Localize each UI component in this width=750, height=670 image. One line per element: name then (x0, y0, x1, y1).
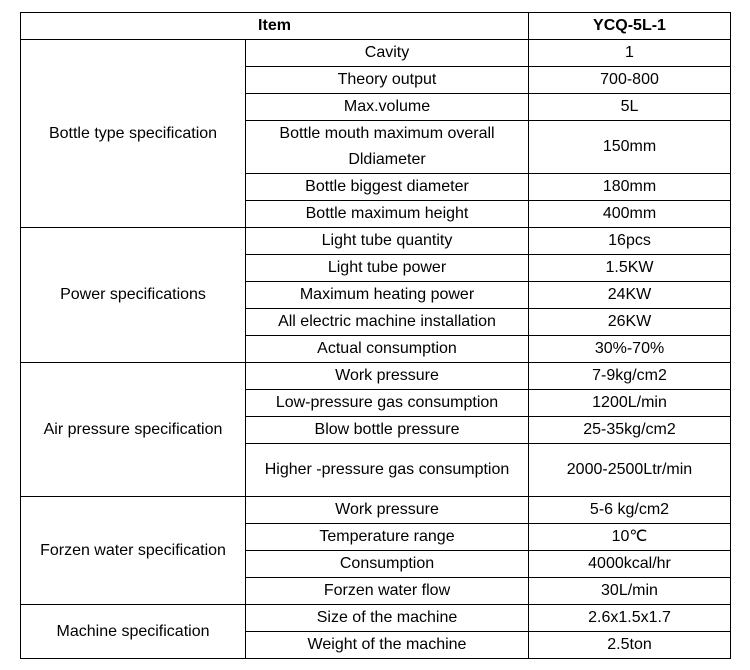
row-value: 5L (529, 94, 731, 121)
row-value: 26KW (529, 309, 731, 336)
row-name: Blow bottle pressure (246, 417, 529, 444)
row-name: Light tube quantity (246, 228, 529, 255)
table-row (21, 363, 731, 390)
row-value: 180mm (529, 174, 731, 201)
row-value: 2.6x1.5x1.7 (529, 605, 731, 632)
table-row (21, 605, 731, 632)
row-value: 30L/min (529, 578, 731, 605)
row-name: Size of the machine (246, 605, 529, 632)
row-value: 1.5KW (529, 255, 731, 282)
row-value: 4000kcal/hr (529, 551, 731, 578)
row-name: Consumption (246, 551, 529, 578)
row-value: 30%-70% (529, 336, 731, 363)
row-value: 5-6 kg/cm2 (529, 497, 731, 524)
spec-table (20, 12, 731, 659)
row-value: 2.5ton (529, 632, 731, 659)
row-name: Light tube power (246, 255, 529, 282)
row-name: Weight of the machine (246, 632, 529, 659)
row-value: 150mm (529, 121, 731, 174)
row-value: 25-35kg/cm2 (529, 417, 731, 444)
header-model: YCQ-5L-1 (529, 13, 731, 40)
row-name: Bottle maximum height (246, 201, 529, 228)
row-name: Theory output (246, 67, 529, 94)
group-label-bottle: Bottle type specification (21, 40, 246, 228)
group-label-air: Air pressure specification (21, 363, 246, 497)
table-row (21, 497, 731, 524)
row-name: Actual consumption (246, 336, 529, 363)
header-row (21, 13, 731, 40)
row-name: All electric machine installation (246, 309, 529, 336)
row-value: 24KW (529, 282, 731, 309)
row-name: Higher -pressure gas consumption (246, 444, 529, 497)
group-label-machine: Machine specification (21, 605, 246, 659)
row-name: Temperature range (246, 524, 529, 551)
row-value: 1200L/min (529, 390, 731, 417)
table-row (21, 228, 731, 255)
row-name: Work pressure (246, 363, 529, 390)
row-value: 16pcs (529, 228, 731, 255)
row-name: Cavity (246, 40, 529, 67)
row-value: 400mm (529, 201, 731, 228)
row-value: 10℃ (529, 524, 731, 551)
header-item: Item (21, 13, 529, 40)
row-name: Max.volume (246, 94, 529, 121)
row-value: 700-800 (529, 67, 731, 94)
table-row (21, 40, 731, 67)
row-name: Low-pressure gas consumption (246, 390, 529, 417)
row-value: 2000-2500Ltr/min (529, 444, 731, 497)
row-name: Work pressure (246, 497, 529, 524)
row-value: 1 (529, 40, 731, 67)
row-name: Bottle mouth maximum overall Dldiameter (246, 121, 529, 174)
group-label-water: Forzen water specification (21, 497, 246, 605)
group-label-power: Power specifications (21, 228, 246, 363)
row-name: Maximum heating power (246, 282, 529, 309)
row-name: Forzen water flow (246, 578, 529, 605)
row-name: Bottle biggest diameter (246, 174, 529, 201)
row-value: 7-9kg/cm2 (529, 363, 731, 390)
